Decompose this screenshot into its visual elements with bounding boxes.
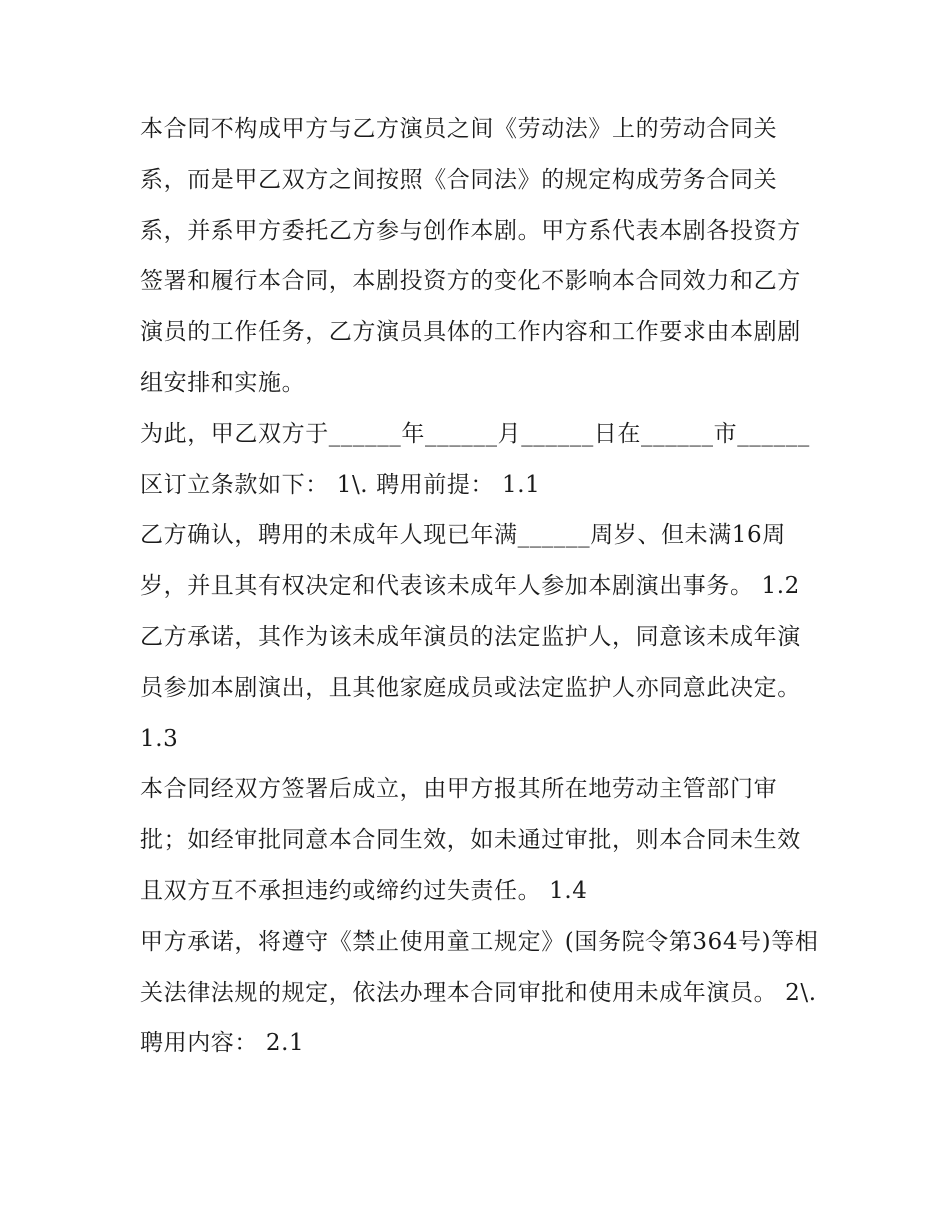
paragraph-guardian-consent: 乙方承诺，其作为该未成年演员的法定监护人，同意该未成年演员参加本剧演出，且其他家庭成员或法定监护人亦同意此决定。 1.3 <box>140 623 809 752</box>
paragraph-contract-nature: 本合同不构成甲方与乙方演员之间《劳动法》上的劳动合同关系，而是甲乙双方之间按照《合同法》的规定构成劳务合同关系，并系甲方委托乙方参与创作本剧。甲方系代表本剧各投资方签署和履行本合同，本剧投资方的变化不影响本合同效力和乙方演员的工作任务，乙方演员具体的工作内容和工作要求由本剧剧组安排和实施。 <box>140 116 801 396</box>
document-body <box>140 104 825 1069</box>
paragraph-signing-date-place: 为此，甲乙双方于______年______月______日在______市______区订立条款如下： 1\. 聘用前提： 1.1 <box>140 420 810 498</box>
paragraph-age-confirmation: 乙方确认，聘用的未成年人现已年满______周岁、但未满16周岁，并且其有权决定和代表该未成年人参加本剧演出事务。 1.2 <box>140 522 800 600</box>
paragraph-child-labor-compliance: 甲方承诺，将遵守《禁止使用童工规定》(国务院令第364号)等相关法律法规的规定，依法办理本合同审批和使用未成年演员。 2\. 聘用内容： 2.1 <box>140 928 825 1057</box>
paragraph-approval: 本合同经双方签署后成立，由甲方报其所在地劳动主管部门审批；如经审批同意本合同生效，如未通过审批，则本合同未生效且双方互不承担违约或缔约过失责任。 1.4 <box>140 776 801 904</box>
